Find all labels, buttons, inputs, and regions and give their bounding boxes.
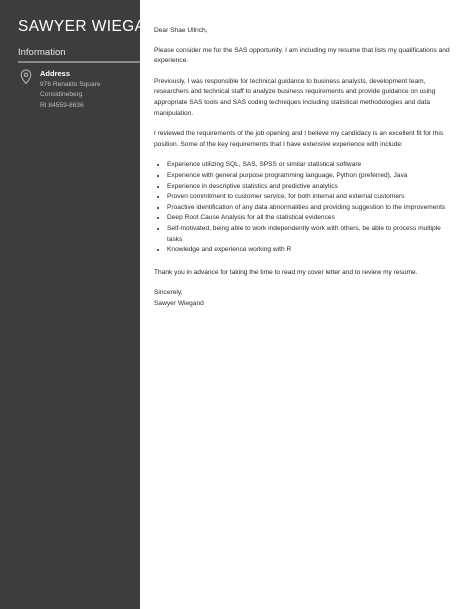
list-item: • Knowledge and experience working with R: [167, 245, 454, 256]
list-item: • Deep Root Cause Analysis for all the statistical evidences: [167, 213, 454, 224]
candidate-name: SAWYER WIEGAND: [18, 18, 169, 35]
list-item: • Experience with general purpose programming language, Python (preferred), Java: [167, 171, 454, 182]
list-item: • Proven commitment to customer service, for both internal and external customers: [167, 192, 454, 203]
requirements-list: [154, 160, 454, 255]
paragraph-experience: Previously, I was responsible for technical guidance to business analysts, development team, researchers and technical staff to analyze business requirements and provide guidance on using appropriate SAS tools and SAS coding techniques including statistical methodologies and data manipulation.: [154, 77, 436, 117]
section-divider: [18, 61, 140, 63]
address-line-street: 976 Renaldo Square: [40, 80, 101, 88]
address-line-state-zip: RI 84559-8636: [40, 101, 84, 109]
address-block: [40, 69, 101, 111]
letter-body: [154, 26, 454, 309]
list-item: • Proactive identification of any data abnormalities and providing suggestion to the improvements: [167, 203, 454, 214]
address-line-city: Considineberg: [40, 91, 83, 98]
list-item: • Experience utilizing SQL, SAS, SPSS or similar statistical software: [167, 160, 454, 171]
signature-name: Sawyer Wiegand: [154, 299, 204, 307]
list-item: • Self-motivated, being able to work independently work with others, be able to process multiple tasks: [167, 224, 454, 245]
map-pin-icon: [20, 69, 32, 85]
salutation: Dear Shae Ullrich,: [154, 27, 208, 34]
list-item: • Experience in descriptive statistics and predictive analytics: [167, 182, 454, 193]
signoff: Sincerely,: [154, 289, 183, 297]
paragraph-requirements-intro: I reviewed the requirements of the job opening and I believe my candidacy is an excellent fit for this position. Some of the key requirements that I have extensive experience with include:: [154, 130, 444, 148]
address-label: Address: [40, 69, 71, 78]
paragraph-intro: Please consider me for the SAS opportunity. I am including my resume that lists my qualifications and experience.: [154, 46, 450, 65]
closing-paragraph: Thank you in advance for taking the time to read my cover letter and to review my resume.: [154, 268, 418, 276]
information-heading: Information: [18, 47, 66, 58]
